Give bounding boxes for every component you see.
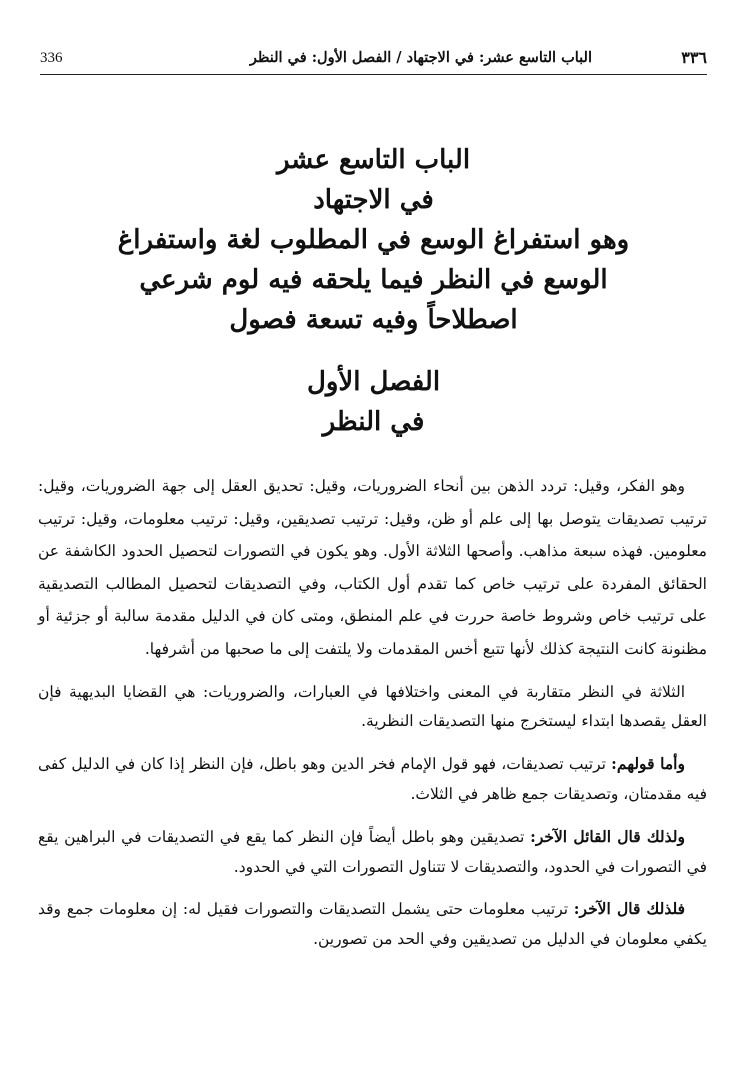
page-number-arabic: ٣٣٦ (681, 48, 707, 67)
paragraph: وهو الفكر، وقيل: تردد الذهن بين أنحاء الضروريات، وقيل: تحديق العقل إلى جهة الضروريات، وقيل: ترتيب تصديقات يتوصل بها إلى علم أو ظن، وقيل: ترتيب تصديقين، وقيل: ترتيب معلومات، وقيل: ترتيب معلومين. فهذه سبعة مذاهب. وأصحها الثلاثة الأول. وهو يكون في التصورات لتحصيل الحدود الكاشفة عن الحقائق المفردة على ترتيب خاص كما تقدم أول الكتاب، وفي التصديقات لتحصيل المطالب التصديقية على ترتيب خاص وشروط خاصة حررت في علم المنطق، ومتى كان في الدليل مقدمة سالبة أو جزئية أو مظنونة كانت النتيجة كذلك لأنها تتبع أخس المقدمات ولا يلتفت إلى ما صحبها من أشرفها. (38, 477, 707, 658)
paragraph (38, 749, 707, 810)
paragraph-text: ترتيب معلومات حتى يشمل التصديقات والتصورات فقيل له: إن معلومات جمع وقد يكفي معلومان في الدليل من تصديقين وفي الحد من تصورين. (38, 900, 707, 949)
chapter-title-line: الوسع في النظر فيما يلحقه فيه لوم شرعي (139, 265, 608, 295)
chapter-title-line: وهو استفراغ الوسع في المطلوب لغة واستفراغ (117, 225, 630, 255)
chapter-title-line: في الاجتهاد (313, 185, 434, 215)
paragraph: الثلاثة في النظر متقاربة في المعنى واختلافها في العبارات، والضروريات: هي القضايا البديهية فإن العقل يقصدها ابتداء ليستخرج منها التصديقات النظرية. (38, 682, 707, 731)
chapter-title-line: الباب التاسع عشر (276, 145, 471, 175)
chapter-title-line: اصطلاحاً وفيه تسعة فصول (229, 305, 518, 335)
page-number-latin: 336 (40, 50, 63, 66)
paragraph-lead: وأما قولهم: (611, 754, 685, 774)
section-title-line: في النظر (322, 407, 425, 437)
running-title: الباب التاسع عشر: في الاجتهاد / الفصل الأول: في النظر (249, 49, 592, 66)
paragraph (38, 822, 707, 883)
paragraph (38, 894, 707, 955)
section-title-line: الفصل الأول (306, 367, 441, 397)
paragraph-lead: فلذلك قال الآخر: (573, 899, 685, 919)
title-spacer (40, 340, 707, 362)
paragraph-text: ترتيب تصديقات، فهو قول الإمام فخر الدين وهو باطل، فإن النظر إذا كان في الدليل كفى فيه مقدمتان، وتصديقات جمع ظاهر في الثلاث. (38, 755, 707, 803)
chapter-title-block (40, 140, 707, 442)
paragraph-text: تصديقين وهو باطل أيضاً فإن النظر كما يقع في التصديقات في البراهين يقع في التصورات في الحدود، والتصديقات لا تتناول التصورات التي في الحدود. (38, 827, 707, 876)
running-header (40, 44, 707, 75)
paragraph-lead: ولذلك قال القائل الآخر: (530, 826, 686, 846)
body-text (38, 470, 707, 967)
